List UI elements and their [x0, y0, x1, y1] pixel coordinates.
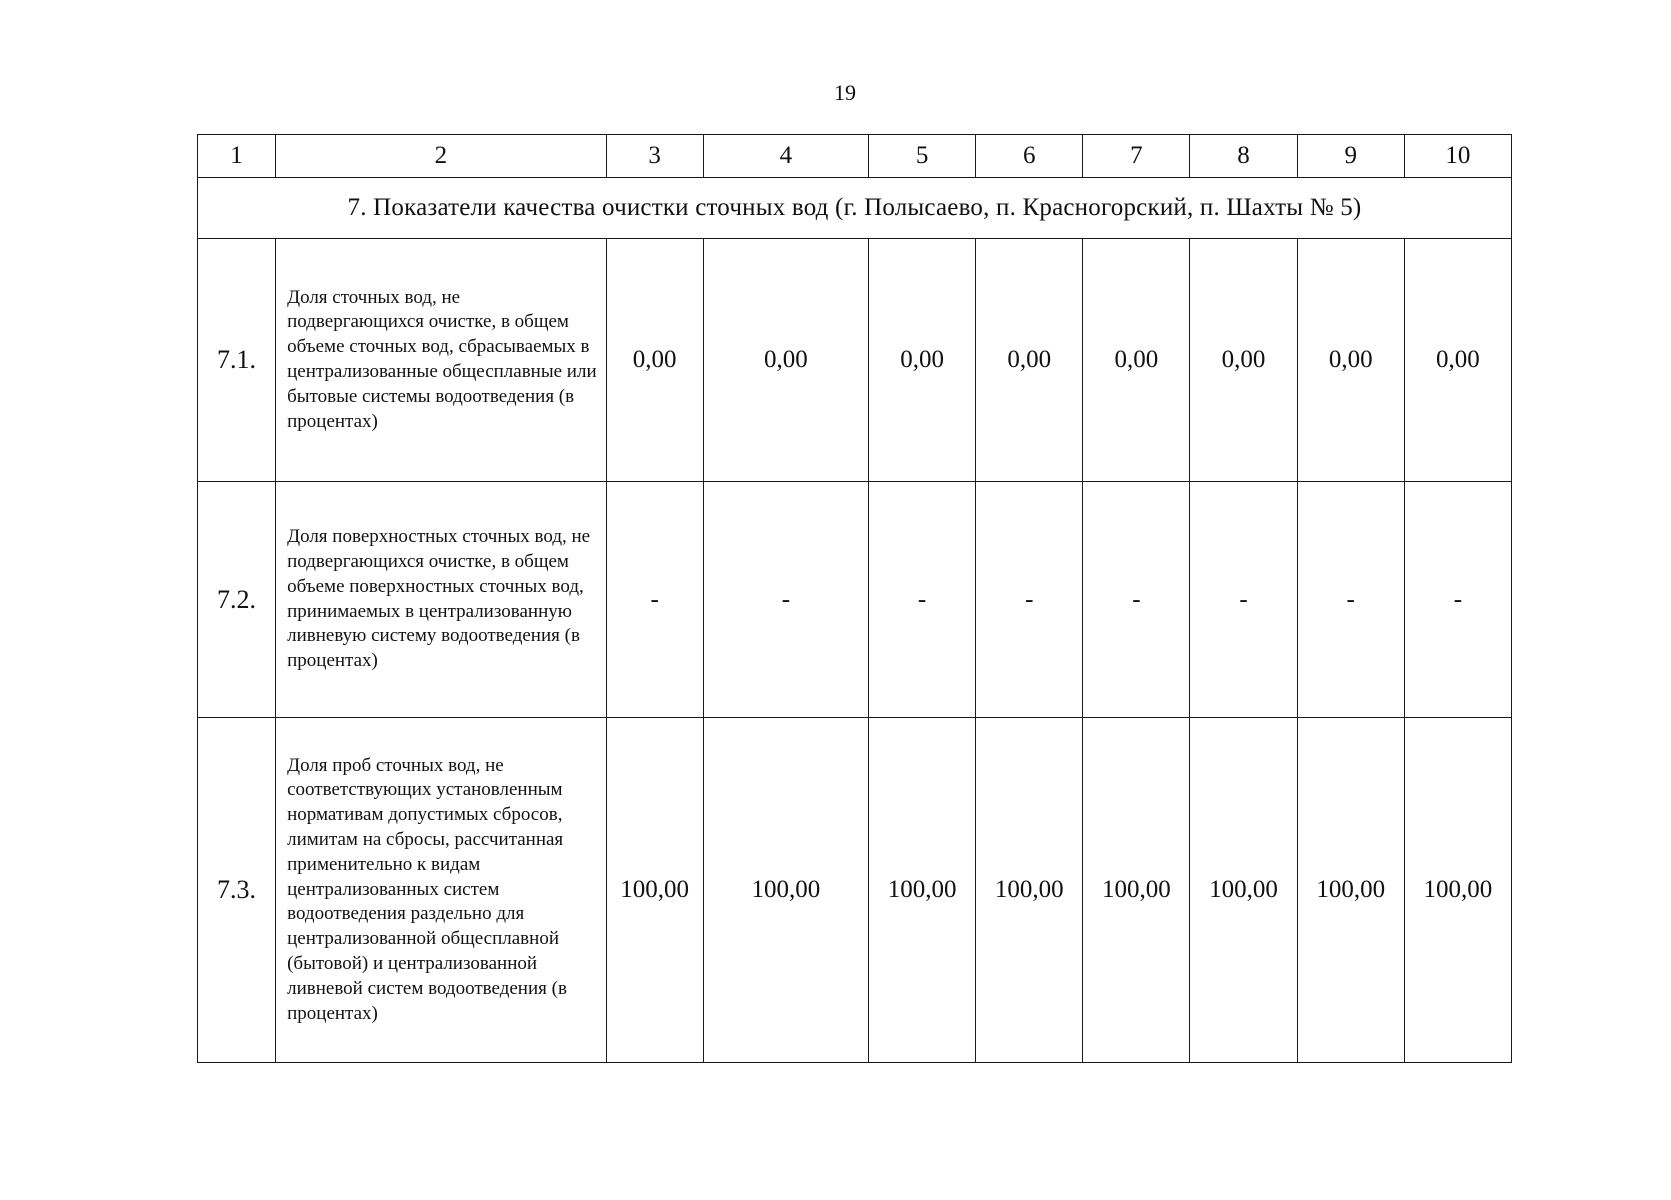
section-title: 7. Показатели качества очистки сточных вод (г. Полысаево, п. Красногорский, п. Шахты № 5) — [198, 178, 1512, 239]
value-cell: 100,00 — [1404, 718, 1511, 1063]
row-description-text: Доля проб сточных вод, не соответствующих установленным нормативам допустимых сбросов, лимитам на сбросы, рассчитанная применительно к видам централизованных систем водоотведения раздельно для централизованной общесплавной (бытовой) и централизованной ливневой систем водоотведения (в процентах) — [287, 754, 567, 1024]
value-cell: - — [1297, 482, 1404, 718]
value-cell: 0,00 — [869, 239, 976, 482]
row-description-text: Доля поверхностных сточных вод, не подвергающихся очистке, в общем объеме поверхностных сточных вод, принимаемых в централизованную ливневую систему водоотведения (в процентах) — [287, 526, 591, 672]
column-header: 6 — [976, 135, 1083, 178]
value-cell: 100,00 — [606, 718, 703, 1063]
value-cell: 100,00 — [1083, 718, 1190, 1063]
column-header: 4 — [703, 135, 868, 178]
column-header: 10 — [1404, 135, 1511, 178]
value-cell: 0,00 — [1404, 239, 1511, 482]
column-header: 9 — [1297, 135, 1404, 178]
value-cell: 0,00 — [1083, 239, 1190, 482]
row-description-text: Доля сточных вод, не подвергающихся очистке, в общем объеме сточных вод, сбрасываемых в централизованные общесплавные или бытовые системы водоотведения (в процентах) — [287, 286, 597, 432]
value-cell: 0,00 — [1190, 239, 1297, 482]
row-description — [276, 718, 607, 1063]
column-header: 2 — [276, 135, 607, 178]
column-header: 5 — [869, 135, 976, 178]
value-cell: 100,00 — [976, 718, 1083, 1063]
column-header: 8 — [1190, 135, 1297, 178]
row-number: 7.1. — [198, 239, 276, 482]
value-cell: - — [869, 482, 976, 718]
value-cell: 0,00 — [976, 239, 1083, 482]
column-number-header-row — [198, 135, 1512, 178]
table-row — [198, 718, 1512, 1063]
value-cell: 100,00 — [703, 718, 868, 1063]
value-cell: - — [606, 482, 703, 718]
row-number: 7.3. — [198, 718, 276, 1063]
row-description — [276, 482, 607, 718]
value-cell: 100,00 — [1297, 718, 1404, 1063]
row-description — [276, 239, 607, 482]
column-header: 1 — [198, 135, 276, 178]
value-cell: 0,00 — [1297, 239, 1404, 482]
value-cell: - — [976, 482, 1083, 718]
table-row — [198, 482, 1512, 718]
value-cell: - — [1404, 482, 1511, 718]
indicators-table — [197, 134, 1512, 1063]
value-cell: 0,00 — [606, 239, 703, 482]
table-row — [198, 239, 1512, 482]
value-cell: - — [1083, 482, 1190, 718]
value-cell: 0,00 — [703, 239, 868, 482]
column-header: 7 — [1083, 135, 1190, 178]
page-number: 19 — [834, 80, 856, 105]
value-cell: - — [703, 482, 868, 718]
section-title-row — [198, 178, 1512, 239]
value-cell: - — [1190, 482, 1297, 718]
value-cell: 100,00 — [1190, 718, 1297, 1063]
column-header: 3 — [606, 135, 703, 178]
value-cell: 100,00 — [869, 718, 976, 1063]
row-number: 7.2. — [198, 482, 276, 718]
